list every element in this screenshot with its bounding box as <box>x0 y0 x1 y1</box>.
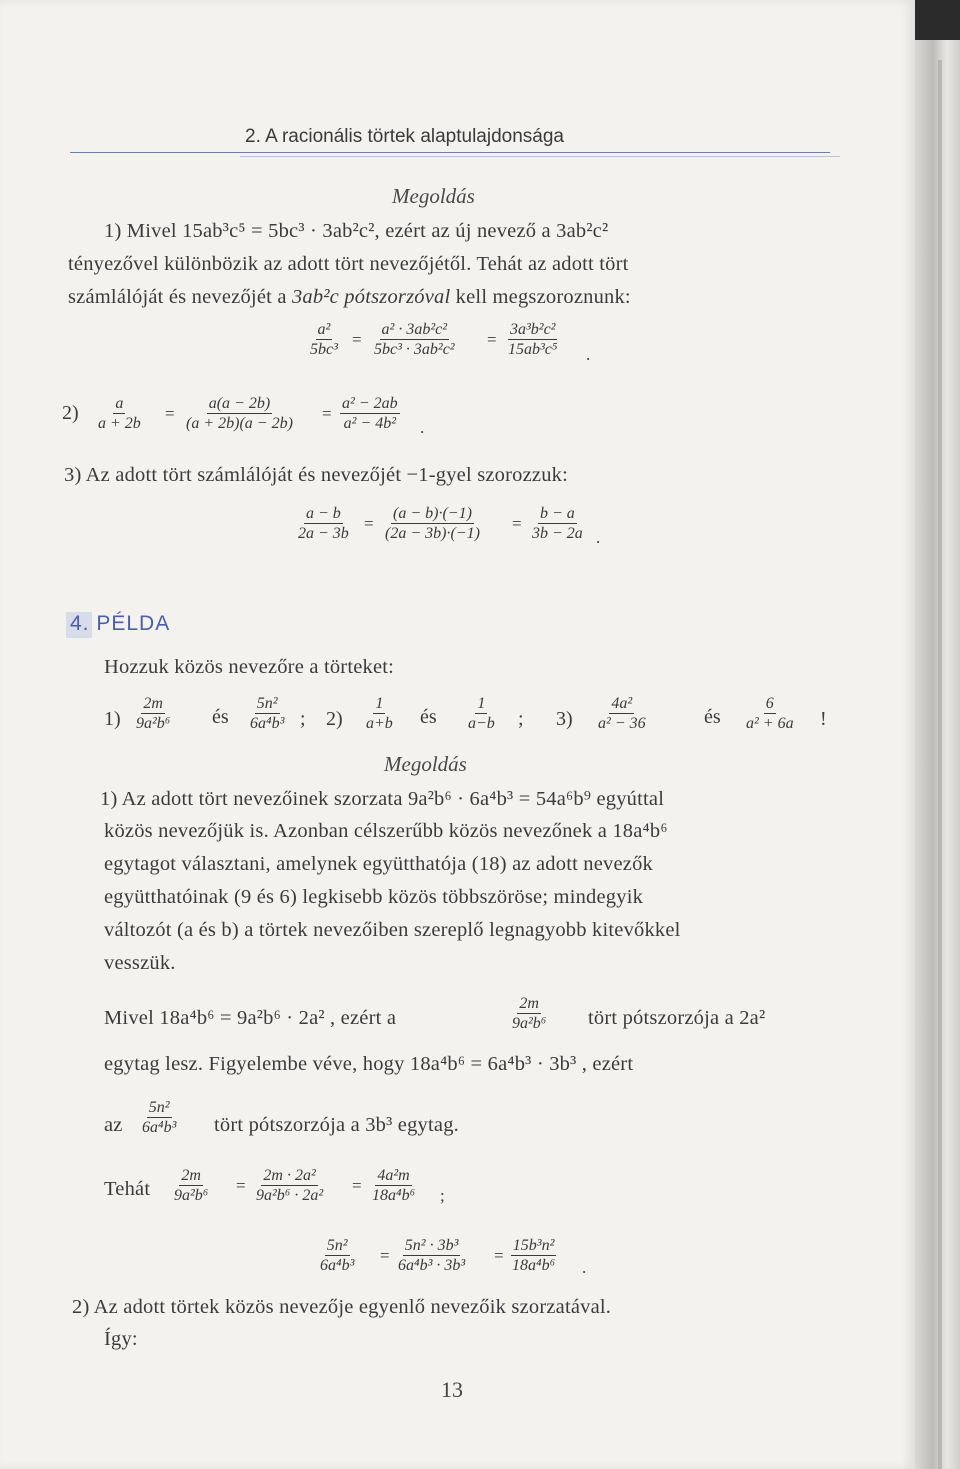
solution-line: együtthatóinak (9 és 6) legkisebb közös többszöröse; mindegyik <box>104 886 644 908</box>
running-header: 2. A racionális törtek alaptulajdonsága <box>245 126 564 147</box>
denominator: a² − 4b² <box>343 415 396 432</box>
fraction <box>318 1236 356 1275</box>
denominator: 18a⁴b⁶ <box>512 1257 556 1274</box>
denominator: 9a²b⁶ <box>512 1015 547 1032</box>
equals-sign: = <box>380 1246 390 1265</box>
denominator: 6a⁴b³ <box>320 1257 355 1274</box>
solution-line: változót (a és b) a törtek nevezőiben szereplő legnagyobb kitevőkkel <box>104 919 681 941</box>
fraction <box>308 320 340 359</box>
numerator: b − a <box>540 505 575 522</box>
header-rule-secondary <box>240 156 840 157</box>
numerator: a² · 3ab²c² <box>381 321 448 338</box>
fraction <box>596 694 648 733</box>
denominator: 6a⁴b³ <box>142 1119 177 1136</box>
numerator: a² <box>317 321 331 338</box>
solution-line: egytagot választani, amelynek együtthatója (18) az adott nevezők <box>104 853 654 875</box>
denominator: a² − 36 <box>598 715 646 732</box>
numerator: 15b³n² <box>512 1237 555 1254</box>
conjunction: és <box>212 706 229 728</box>
fraction <box>466 694 497 733</box>
fraction <box>372 320 457 359</box>
separator: ; <box>300 708 306 730</box>
numerator: 5n² <box>326 1237 348 1254</box>
separator: ; <box>518 708 524 730</box>
solution-line: tört pótszorzója a 3b³ egytag. <box>214 1114 459 1136</box>
equals-sign: = <box>364 514 374 533</box>
solution-line <box>68 284 631 310</box>
fraction <box>184 394 295 433</box>
fraction <box>396 1236 467 1275</box>
numerator: 4a²m <box>377 1167 410 1184</box>
fraction <box>370 1166 417 1205</box>
task-text: Hozzuk közös nevezőre a törteket: <box>104 656 395 678</box>
example-title: 4. PÉLDA <box>70 612 171 635</box>
denominator: 15ab³c⁵ <box>508 341 558 358</box>
fraction <box>340 394 400 433</box>
fraction <box>530 504 585 543</box>
numerator: 1 <box>477 695 486 712</box>
numerator: a − b <box>306 505 341 522</box>
denominator: 3b − 2a <box>532 525 583 542</box>
text-span: 3ab²c pótszorzóval <box>291 286 451 308</box>
header-rule <box>70 152 830 153</box>
equals-sign: = <box>236 1176 246 1195</box>
solution-line: 3) Az adott tört számlálóját és nevezőjét −1-gyel szorozzuk: <box>64 464 568 486</box>
denominator: a+b <box>366 715 393 732</box>
denominator: (a + 2b)(a − 2b) <box>186 415 293 432</box>
numerator: 5n² <box>148 1099 170 1116</box>
numerator: 1 <box>375 695 384 712</box>
fraction <box>248 694 286 733</box>
fraction <box>506 320 559 359</box>
numerator: 2m · 2a² <box>263 1167 316 1184</box>
numerator: (a − b)·(−1) <box>393 505 472 522</box>
numerator: 5n² <box>256 695 278 712</box>
item-number: 1) <box>104 708 121 730</box>
equals-sign: = <box>322 404 332 423</box>
denominator: 9a²b⁶ <box>174 1187 209 1204</box>
equals-sign: = <box>352 1176 362 1195</box>
fraction <box>744 694 796 733</box>
solution-line: az <box>104 1114 123 1136</box>
solution-line: 1) Mivel 15ab³c⁵ = 5bc³ · 3ab²c², ezért az új nevező a 3ab²c² <box>104 220 609 242</box>
fraction <box>510 994 548 1033</box>
denominator: 18a⁴b⁶ <box>372 1187 416 1204</box>
denominator: 9a²b⁶ · 2a² <box>256 1187 324 1204</box>
numerator: 6 <box>765 695 774 712</box>
solution-line: közös nevezőjük is. Azonban célszerűbb közös nevezőnek a 18a⁴b⁶ <box>104 820 668 842</box>
numerator: a(a − 2b) <box>208 395 271 412</box>
denominator: 5bc³ <box>310 341 338 358</box>
fraction <box>383 504 482 543</box>
exclamation: ! <box>820 708 827 730</box>
denominator: 9a²b⁶ <box>136 715 171 732</box>
solution-line: tényezővel különbözik az adott tört nevezőjétől. Tehát az adott tört <box>68 253 629 275</box>
numerator: 2m <box>181 1167 201 1184</box>
denominator: a−b <box>468 715 495 732</box>
conjunction: és <box>420 706 437 728</box>
numerator: a² − 2ab <box>342 395 398 412</box>
item-number: 3) <box>556 708 573 730</box>
denominator: a + 2b <box>98 415 141 432</box>
book-spine-line <box>938 60 942 1469</box>
fraction <box>172 1166 210 1205</box>
separator: ; <box>440 1186 445 1205</box>
numerator: 3a³b²c² <box>509 321 556 338</box>
denominator: 2a − 3b <box>298 525 349 542</box>
numerator: 2m <box>519 995 539 1012</box>
equals-sign: = <box>487 330 497 349</box>
solution-line: Így: <box>104 1328 138 1350</box>
denominator: a² + 6a <box>746 715 794 732</box>
period: . <box>596 528 601 547</box>
equals-sign: = <box>165 404 175 423</box>
fraction <box>254 1166 325 1205</box>
solution-line: vesszük. <box>104 952 176 974</box>
solution-title: Megoldás <box>392 184 475 208</box>
denominator: (2a − 3b)·(−1) <box>385 525 480 542</box>
fraction <box>364 694 395 733</box>
solution-line: 1) Az adott tört nevezőinek szorzata 9a²b⁶ · 6a⁴b³ = 54a⁶b⁹ egyúttal <box>100 788 665 810</box>
equals-sign: = <box>352 330 362 349</box>
solution-line: 2) Az adott törtek közös nevezője egyenlő nevezőik szorzatával. <box>72 1296 612 1318</box>
period: . <box>586 345 591 364</box>
denominator: 6a⁴b³ · 3b³ <box>398 1257 466 1274</box>
solution-line: egytag lesz. Figyelembe véve, hogy 18a⁴b⁶ = 6a⁴b³ · 3b³ , ezért <box>104 1053 634 1075</box>
page-number: 13 <box>441 1377 463 1402</box>
solution-line: Mivel 18a⁴b⁶ = 9a²b⁶ · 2a² , ezért a <box>104 1007 397 1029</box>
fraction <box>140 1098 178 1137</box>
period: . <box>420 418 425 437</box>
item-number: 2) <box>326 708 343 730</box>
denominator: 6a⁴b³ <box>250 715 285 732</box>
numerator: 4a² <box>611 695 633 712</box>
numerator: 2m <box>143 695 163 712</box>
solution-line: tört pótszorzója a 2a² <box>588 1007 766 1029</box>
solution-line: Tehát <box>104 1178 151 1200</box>
conjunction: és <box>704 706 721 728</box>
text-span: számlálóját és nevezőjét a <box>68 286 292 308</box>
fraction <box>296 504 351 543</box>
period: . <box>582 1258 587 1277</box>
denominator: 5bc³ · 3ab²c² <box>374 341 455 358</box>
fraction <box>134 694 172 733</box>
solution-title: Megoldás <box>384 752 467 776</box>
equals-sign: = <box>512 514 522 533</box>
fraction <box>510 1236 557 1275</box>
numerator: a <box>115 395 124 412</box>
item-number: 2) <box>62 402 79 424</box>
text-span: kell megszoroznunk: <box>450 286 631 308</box>
numerator: 5n² · 3b³ <box>404 1237 459 1254</box>
equals-sign: = <box>494 1246 504 1265</box>
fraction <box>96 394 143 433</box>
